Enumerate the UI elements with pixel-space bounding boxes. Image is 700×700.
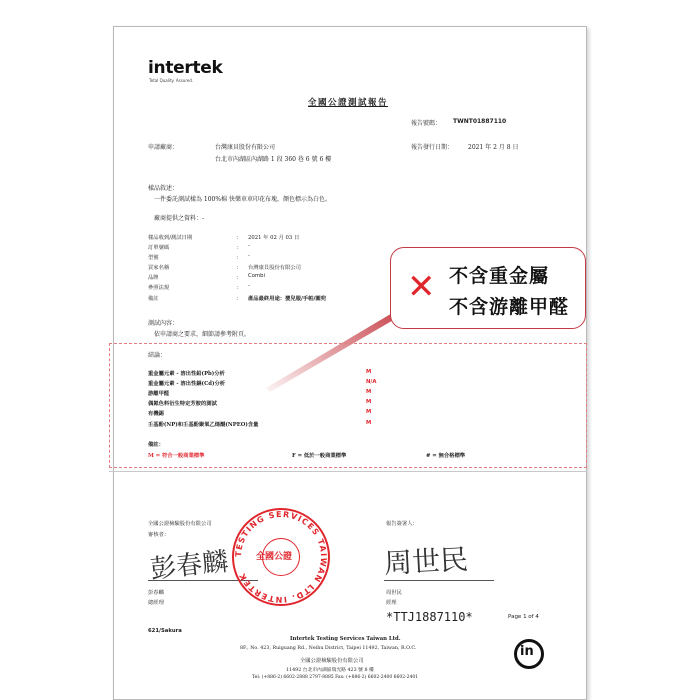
seal-ring (232, 508, 330, 606)
signer-name: 周世民 (386, 590, 402, 596)
field-value: Combi (248, 273, 265, 279)
applicant-name: 台灣康貝股份有限公司 (215, 144, 276, 151)
divider (109, 471, 587, 472)
logo-tagline: Total Quality. Assured. (149, 78, 194, 83)
callout-line: 不含重金屬 (449, 265, 550, 287)
result-item: 偶氮色料衍生特定芳胺的測試 (148, 401, 217, 407)
barcode-text: *TTJ1887110* (386, 610, 473, 624)
applicant-address: 台北市內湖區內湖路 1 段 360 巷 6 號 6 樓 (215, 156, 332, 163)
field-label: 訂單號碼 (148, 245, 170, 251)
sample-desc: 一件委託測試樣為 100%棉 快樂車車印花布塊，顏色標示為白色。 (154, 196, 331, 203)
result-item: 重金屬元素 - 溶出性鎘(Cd)分析 (148, 381, 226, 387)
footer-address-en: 8F., No. 423, Ruiguang Rd., Neihu District, Taipei 11492, Taiwan, R.O.C. (240, 646, 417, 651)
reviewer-label: 審核者： (148, 532, 170, 538)
page-title: 全國公證測試報告 (308, 98, 389, 108)
result-value: M (366, 409, 372, 415)
callout-line: 不含游離甲醛 (449, 296, 570, 318)
field-label: 參照法規 (148, 285, 170, 291)
report-no: TWNT01887110 (453, 118, 507, 125)
field-label: 樣品收到/測試日期 (148, 235, 193, 241)
legend-f: F = 低於一般商業標準 (292, 453, 347, 459)
field-label: 備註 (148, 296, 159, 302)
sample-desc-label: 樣品敘述： (148, 185, 179, 192)
issue-date: 2021 年 2 月 8 日 (468, 144, 519, 151)
legend-na: # = 無合格標準 (426, 453, 466, 459)
applicant-label: 申請廠商： (148, 144, 179, 151)
signer-label: 報告簽署人： (386, 521, 418, 527)
test-content-text: 依申請商之要求，細節請參考附頁。 (154, 331, 251, 338)
result-item: 壬基酚(NP)和壬基酚聚氧乙烯醚(NPEO)含量 (148, 422, 259, 428)
field-value: - (248, 243, 250, 249)
result-value: M (366, 389, 372, 395)
company-name: 全國公證檢驗股份有限公司 (148, 521, 212, 527)
note-label: 備註： (148, 442, 164, 448)
result-item: 重金屬元素 - 溶出性鉛(Pb)分析 (148, 371, 225, 377)
svg-text:TESTING SERVICES TAIWAN LTD. I (234, 510, 328, 604)
legend-m: M = 符合一般商業標準 (148, 453, 205, 459)
result-value: N/A (366, 379, 377, 385)
document-code: 621/Sakura (148, 628, 182, 634)
in-logo-text: in (520, 644, 534, 659)
reviewer-signature: 彭春麟 (148, 546, 230, 585)
footer-address-zh: 11492 台北市內湖區瑞光路 423 號 8 樓 (286, 668, 374, 673)
test-content-label: 測試內容： (148, 320, 179, 327)
results-label: 結論： (148, 352, 167, 359)
reviewer-title: 總經理 (148, 600, 164, 606)
intertek-logo: intertek (148, 58, 223, 78)
field-value: 2021 年 02 月 03 日 (248, 235, 300, 241)
field-label: 買家名稱 (148, 265, 170, 271)
cross-icon: ✕ (407, 267, 436, 307)
signer-signature: 周世民 (383, 542, 469, 581)
seal-ring-text: TESTING SERVICES TAIWAN LTD. INTERTEK (233, 509, 329, 605)
signer-title: 經理 (386, 600, 397, 606)
page-number: Page 1 of 4 (508, 614, 539, 620)
signer-sign-line (384, 580, 494, 581)
reviewer-name: 彭春麟 (148, 590, 164, 596)
result-item: 有機錫 (148, 411, 164, 417)
result-item: 游離甲醛 (148, 391, 170, 397)
field-value: 產品最終用途：嬰兒服/手帕/圍兜 (248, 296, 327, 302)
field-value: 台灣康貝股份有限公司 (248, 265, 301, 271)
footer-company-zh: 全國公證檢驗股份有限公司 (300, 658, 364, 664)
footer-company-en: Intertek Testing Services Taiwan Ltd. (290, 636, 401, 642)
result-value: M (366, 420, 372, 426)
vendor-info-label: 廠商提供之資料：- (154, 215, 205, 222)
issue-date-label: 報告發行日期： (411, 144, 454, 151)
result-value: M (366, 369, 372, 375)
seal-center-text: 全國公證 (256, 552, 293, 562)
result-value: M (366, 399, 372, 405)
report-no-label: 報告號碼： (411, 120, 442, 127)
field-label: 型號 (148, 255, 159, 261)
field-value: - (248, 253, 250, 259)
highlight-callout (390, 247, 586, 329)
field-label: 品牌 (148, 275, 159, 281)
footer-phone: Tel: (+886-2) 6602-2888 2797-8885 Fax: (+886-2) 6602-2400 6602-2401 (252, 675, 419, 680)
field-value: - (248, 283, 250, 289)
